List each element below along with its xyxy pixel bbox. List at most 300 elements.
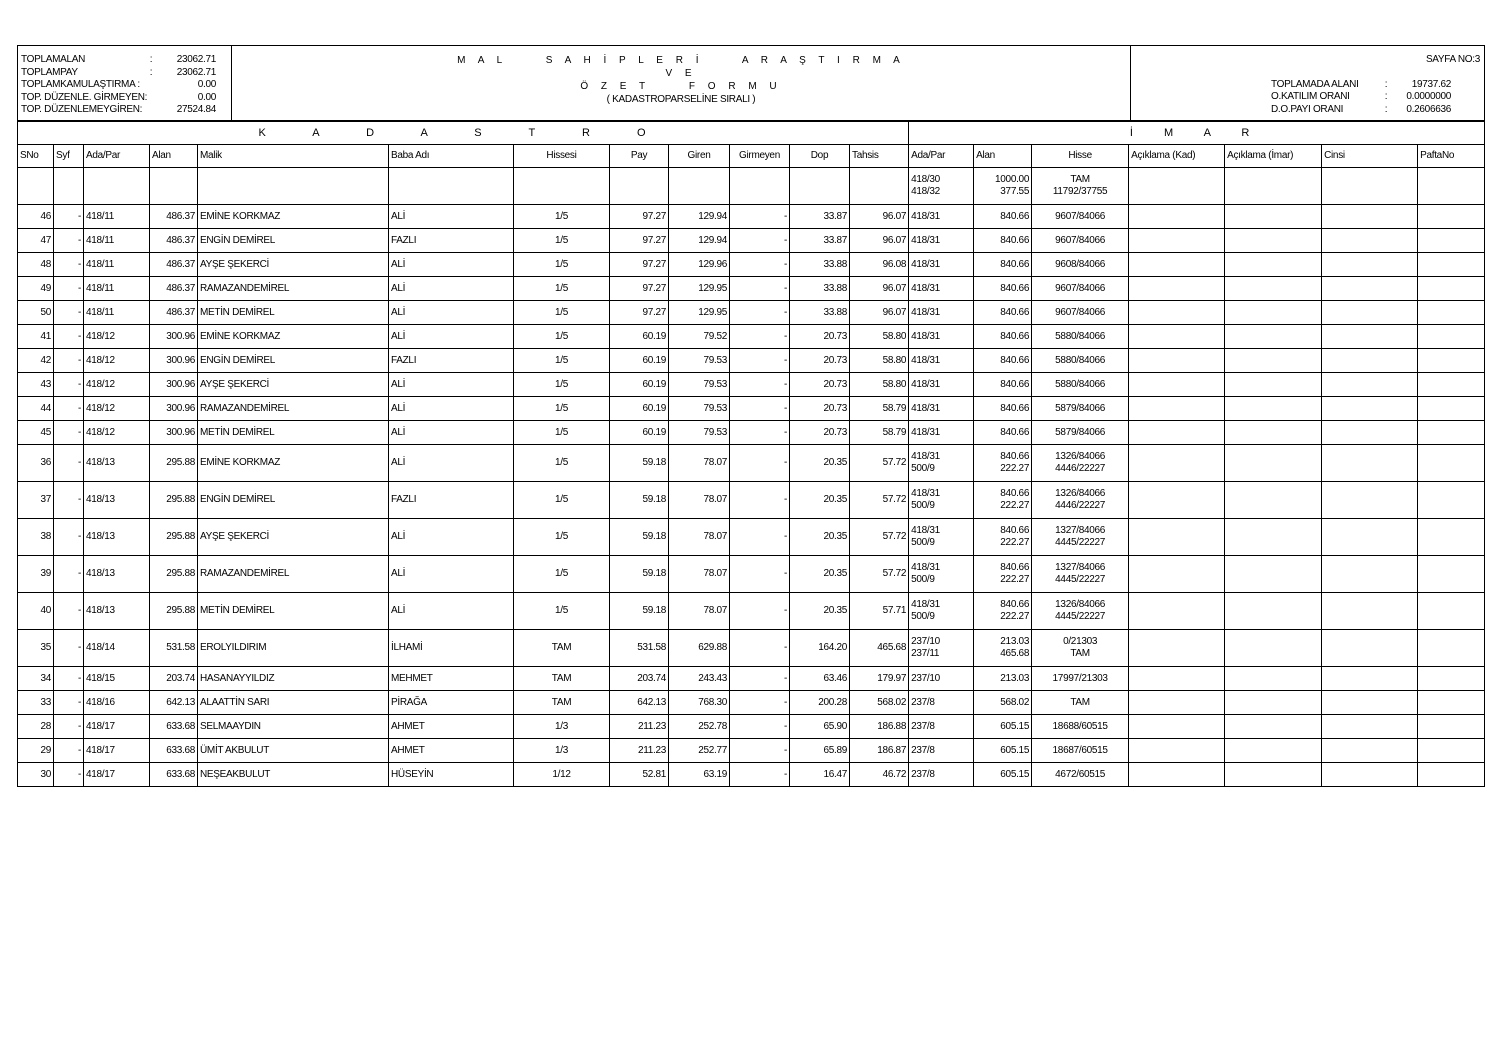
- column-header: Ada/Par: [909, 145, 974, 168]
- alan-cell: 295.88: [150, 482, 198, 519]
- column-header: Hissesi: [514, 145, 610, 168]
- ada-cell: 418/12: [84, 421, 150, 445]
- baba-cell: ALİ: [389, 205, 514, 229]
- hisse-cell: 1/12: [514, 763, 610, 787]
- imar-ada-line: 237/8: [911, 744, 935, 756]
- info-separator: [141, 79, 161, 92]
- imar-alan: [974, 229, 1032, 253]
- section-kadastro-label: K A D A S T R O: [258, 127, 668, 139]
- girmeyen-cell: -: [730, 421, 790, 445]
- empty-cell: [1225, 445, 1322, 482]
- imar-hisse-line: 9608/84066: [1055, 258, 1106, 270]
- imar-hisse: [1032, 482, 1129, 519]
- syf-cell: -: [54, 630, 84, 667]
- hisse-cell: 1/5: [514, 253, 610, 277]
- empty-cell: [1129, 556, 1225, 593]
- info-separator: :: [1384, 103, 1388, 115]
- dop-cell: 33.87: [790, 229, 850, 253]
- imar-hisse-line: 9607/84066: [1055, 210, 1106, 222]
- imar-ada: [909, 630, 974, 667]
- pay-cell: 59.18: [610, 556, 669, 593]
- malik-cell: NEŞEAKBULUT: [198, 763, 389, 787]
- imar-ada-line: 500/9: [911, 611, 935, 622]
- column-header: Ada/Par: [84, 145, 150, 168]
- dop-cell: 20.73: [790, 421, 850, 445]
- giren-cell: 79.53: [669, 373, 730, 397]
- alan-cell: 295.88: [150, 519, 198, 556]
- empty-cell: [1129, 205, 1225, 229]
- info-label: D.O.PAYI ORANI: [1271, 103, 1344, 115]
- tahsis-cell: 58.80: [850, 373, 909, 397]
- giren-cell: 79.53: [669, 349, 730, 373]
- alan-cell: 300.96: [150, 373, 198, 397]
- imar-hisse-line: 0/21303: [1063, 636, 1098, 647]
- imar-alan: [974, 482, 1032, 519]
- imar-ada-line: 418/31: [911, 258, 940, 270]
- empty-cell: [1322, 763, 1418, 787]
- hisse-cell: 1/3: [514, 715, 610, 739]
- girmeyen-cell: -: [730, 301, 790, 325]
- empty-cell: [1322, 691, 1418, 715]
- alan-cell: 486.37: [150, 301, 198, 325]
- girmeyen-cell: -: [730, 325, 790, 349]
- empty-cell: [1418, 325, 1485, 349]
- empty-cell: [1322, 556, 1418, 593]
- form-document: [17, 45, 1484, 787]
- giren-cell: 79.53: [669, 397, 730, 421]
- empty-cell: [1322, 253, 1418, 277]
- empty-cell: [1225, 519, 1322, 556]
- girmeyen-cell: -: [730, 667, 790, 691]
- syf-cell: -: [54, 593, 84, 630]
- info-label: TOPLAMPAY: [21, 66, 78, 78]
- table-row: [18, 691, 1485, 715]
- empty-cell: [1418, 205, 1485, 229]
- imar-ada-line: 500/9: [911, 537, 935, 548]
- imar-alan-line: 840.66: [1000, 451, 1030, 462]
- imar-alan-line: 1000.00: [995, 174, 1030, 185]
- column-header: Hisse: [1032, 145, 1129, 168]
- info-row: [21, 92, 229, 105]
- imar-ada: [909, 325, 974, 349]
- table-row: [18, 421, 1485, 445]
- ada-cell: 418/16: [84, 691, 150, 715]
- imar-hisse-line: 17997/21303: [1052, 672, 1108, 684]
- imar-alan-line: 213.03: [1000, 636, 1030, 647]
- imar-hisse-line: 1326/84066: [1055, 599, 1106, 610]
- girmeyen-cell: -: [730, 593, 790, 630]
- table-row: [18, 349, 1485, 373]
- empty-cell: [1418, 739, 1485, 763]
- dop-cell: 16.47: [790, 763, 850, 787]
- info-row: [21, 79, 229, 92]
- empty-cell: [150, 168, 198, 205]
- empty-cell: [1418, 667, 1485, 691]
- baba-cell: ALİ: [389, 556, 514, 593]
- column-header: Pay: [610, 145, 669, 168]
- imar-ada: [909, 349, 974, 373]
- hisse-cell: 1/5: [514, 277, 610, 301]
- dop-cell: 20.35: [790, 556, 850, 593]
- empty-cell: [1322, 667, 1418, 691]
- imar-ada: [909, 667, 974, 691]
- imar-hisse: [1032, 519, 1129, 556]
- empty-cell: [1418, 301, 1485, 325]
- baba-cell: İLHAMİ: [389, 630, 514, 667]
- empty-cell: [1322, 349, 1418, 373]
- empty-cell: [1322, 715, 1418, 739]
- tahsis-cell: 58.80: [850, 325, 909, 349]
- imar-hisse: [1032, 301, 1129, 325]
- baba-cell: AHMET: [389, 739, 514, 763]
- imar-ada: [909, 691, 974, 715]
- giren-cell: 78.07: [669, 556, 730, 593]
- syf-cell: -: [54, 519, 84, 556]
- imar-alan-line: 840.66: [1000, 426, 1030, 438]
- column-header: Syf: [54, 145, 84, 168]
- tahsis-cell: 465.68: [850, 630, 909, 667]
- title-line-4: ( KADASTROPARSELİNE SIRALI ): [606, 94, 756, 105]
- imar-alan: [974, 763, 1032, 787]
- table-row: [18, 277, 1485, 301]
- giren-cell: 129.96: [669, 253, 730, 277]
- imar-alan: [974, 519, 1032, 556]
- syf-cell: -: [54, 397, 84, 421]
- imar-alan: [974, 301, 1032, 325]
- giren-cell: 79.53: [669, 421, 730, 445]
- empty-cell: [1129, 630, 1225, 667]
- empty-cell: [1225, 763, 1322, 787]
- syf-cell: -: [54, 373, 84, 397]
- imar-ada: [909, 253, 974, 277]
- info-value: 27524.84: [176, 104, 216, 115]
- table-row: [18, 325, 1485, 349]
- pay-cell: 203.74: [610, 667, 669, 691]
- empty-cell: [1129, 691, 1225, 715]
- tahsis-cell: 58.80: [850, 349, 909, 373]
- imar-ada-line: 418/31: [911, 210, 940, 222]
- hisse-cell: 1/5: [514, 519, 610, 556]
- hisse-cell: 1/5: [514, 325, 610, 349]
- girmeyen-cell: -: [730, 630, 790, 667]
- giren-cell: 252.77: [669, 739, 730, 763]
- tahsis-cell: 186.88: [850, 715, 909, 739]
- header-totals: [18, 46, 232, 121]
- empty-cell: [1418, 556, 1485, 593]
- imar-hisse-line: 4446/22227: [1055, 463, 1106, 474]
- hisse-cell: 1/3: [514, 739, 610, 763]
- pay-cell: 211.23: [610, 739, 669, 763]
- alan-cell: 295.88: [150, 556, 198, 593]
- empty-cell: [1225, 482, 1322, 519]
- info-label: TOPLAMKAMULAŞTIRMA :: [21, 79, 140, 90]
- pay-cell: 531.58: [610, 630, 669, 667]
- tahsis-cell: 96.08: [850, 253, 909, 277]
- girmeyen-cell: -: [730, 397, 790, 421]
- giren-cell: 78.07: [669, 482, 730, 519]
- imar-alan: [974, 253, 1032, 277]
- imar-hisse-line: 11792/37755: [1052, 186, 1108, 197]
- hisse-cell: 1/5: [514, 229, 610, 253]
- sno-cell: 41: [18, 325, 54, 349]
- info-label: TOP. DÜZENLE. GİRMEYEN:: [21, 91, 148, 103]
- column-header: Alan: [150, 145, 198, 168]
- info-value: 0.0000000: [1406, 91, 1451, 102]
- imar-alan: [974, 205, 1032, 229]
- imar-ada: [909, 397, 974, 421]
- sno-cell: 33: [18, 691, 54, 715]
- baba-cell: ALİ: [389, 325, 514, 349]
- pay-cell: 60.19: [610, 349, 669, 373]
- pay-cell: 60.19: [610, 325, 669, 349]
- imar-hisse: [1032, 593, 1129, 630]
- empty-cell: [1225, 397, 1322, 421]
- ada-cell: 418/13: [84, 593, 150, 630]
- imar-hisse-line: 18687/60515: [1052, 744, 1108, 756]
- info-row: [21, 54, 229, 67]
- dop-cell: 20.73: [790, 373, 850, 397]
- empty-cell: [1322, 168, 1418, 205]
- syf-cell: -: [54, 205, 84, 229]
- imar-alan: [974, 556, 1032, 593]
- baba-cell: ALİ: [389, 421, 514, 445]
- girmeyen-cell: -: [730, 253, 790, 277]
- imar-alan: [974, 691, 1032, 715]
- baba-cell: MEHMET: [389, 667, 514, 691]
- column-header: PaftaNo: [1418, 145, 1485, 168]
- sno-cell: 36: [18, 445, 54, 482]
- baba-cell: AHMET: [389, 715, 514, 739]
- pay-cell: 97.27: [610, 205, 669, 229]
- table-row: [18, 593, 1485, 630]
- girmeyen-cell: -: [730, 519, 790, 556]
- form-header: [17, 45, 1485, 121]
- syf-cell: -: [54, 763, 84, 787]
- empty-cell: [1418, 482, 1485, 519]
- alan-cell: 486.37: [150, 205, 198, 229]
- dop-cell: 20.35: [790, 482, 850, 519]
- hisse-cell: 1/5: [514, 421, 610, 445]
- imar-alan-line: 840.66: [1000, 402, 1030, 414]
- tahsis-cell: 179.97: [850, 667, 909, 691]
- sno-cell: 48: [18, 253, 54, 277]
- alan-cell: 633.68: [150, 763, 198, 787]
- empty-cell: [1418, 277, 1485, 301]
- empty-cell: [1225, 373, 1322, 397]
- alan-cell: 531.58: [150, 630, 198, 667]
- table-row: [18, 667, 1485, 691]
- empty-cell: [514, 168, 610, 205]
- tahsis-cell: 96.07: [850, 277, 909, 301]
- empty-cell: [1418, 421, 1485, 445]
- ada-cell: 418/17: [84, 739, 150, 763]
- empty-cell: [1322, 519, 1418, 556]
- syf-cell: -: [54, 445, 84, 482]
- empty-cell: [1129, 739, 1225, 763]
- pay-cell: 59.18: [610, 445, 669, 482]
- imar-hisse: [1032, 229, 1129, 253]
- sno-cell: 29: [18, 739, 54, 763]
- imar-ada-line: 418/31: [911, 562, 940, 573]
- empty-cell: [850, 168, 909, 205]
- girmeyen-cell: -: [730, 277, 790, 301]
- girmeyen-cell: -: [730, 229, 790, 253]
- empty-cell: [1225, 301, 1322, 325]
- imar-ada-line: 500/9: [911, 500, 935, 511]
- imar-ada-line: 418/31: [911, 599, 940, 610]
- info-value: 19737.62: [1411, 78, 1451, 90]
- ada-cell: 418/13: [84, 445, 150, 482]
- malik-cell: HASANAYYILDIZ: [198, 667, 389, 691]
- imar-alan-line: 222.27: [1000, 463, 1030, 474]
- baba-cell: ALİ: [389, 519, 514, 556]
- ada-cell: 418/12: [84, 373, 150, 397]
- imar-ada-line: 418/32: [911, 186, 940, 197]
- alan-cell: 633.68: [150, 739, 198, 763]
- empty-cell: [1129, 253, 1225, 277]
- empty-cell: [1418, 445, 1485, 482]
- imar-alan: [974, 445, 1032, 482]
- imar-alan-line: 840.66: [1000, 562, 1030, 573]
- info-separator: [141, 92, 161, 105]
- empty-cell: [1418, 715, 1485, 739]
- imar-ada-line: 500/9: [911, 463, 935, 474]
- imar-alan: [974, 373, 1032, 397]
- imar-ada-line: 237/10: [911, 636, 940, 647]
- info-row: [1271, 79, 1456, 92]
- girmeyen-cell: -: [730, 373, 790, 397]
- column-header: Dop: [790, 145, 850, 168]
- empty-cell: [1225, 691, 1322, 715]
- malik-cell: AYŞE ŞEKERCİ: [198, 519, 389, 556]
- imar-hisse: [1032, 556, 1129, 593]
- baba-cell: ALİ: [389, 253, 514, 277]
- imar-hisse: [1032, 373, 1129, 397]
- alan-cell: 300.96: [150, 349, 198, 373]
- table-row: [18, 253, 1485, 277]
- pay-cell: 97.27: [610, 277, 669, 301]
- info-separator: :: [1384, 78, 1388, 90]
- ada-cell: 418/12: [84, 397, 150, 421]
- header-ratios: [1131, 46, 1485, 121]
- imar-hisse: [1032, 667, 1129, 691]
- imar-alan: [974, 277, 1032, 301]
- column-header: Açıklama (Kad): [1129, 145, 1225, 168]
- info-separator: :: [149, 66, 153, 78]
- column-header: Tahsis: [850, 145, 909, 168]
- imar-alan-line: 605.15: [1000, 768, 1030, 780]
- imar-alan-line: 840.66: [1000, 378, 1030, 390]
- imar-hisse-line: 9607/84066: [1055, 234, 1106, 246]
- imar-hisse-line: 18688/60515: [1052, 720, 1108, 732]
- column-header: Malik: [198, 145, 389, 168]
- alan-cell: 642.13: [150, 691, 198, 715]
- sno-cell: 37: [18, 482, 54, 519]
- main-table: [17, 121, 1485, 787]
- imar-hisse: [1032, 715, 1129, 739]
- ada-cell: 418/17: [84, 715, 150, 739]
- syf-cell: -: [54, 691, 84, 715]
- imar-ada: [909, 763, 974, 787]
- imar-hisse: [1032, 325, 1129, 349]
- baba-cell: ALİ: [389, 373, 514, 397]
- imar-hisse: [1032, 168, 1129, 205]
- baba-cell: ALİ: [389, 277, 514, 301]
- imar-ada-line: 237/11: [911, 648, 940, 659]
- giren-cell: 243.43: [669, 667, 730, 691]
- malik-cell: METİN DEMİREL: [198, 421, 389, 445]
- empty-cell: [1418, 253, 1485, 277]
- alan-cell: 486.37: [150, 253, 198, 277]
- imar-alan-line: 465.68: [1000, 648, 1030, 659]
- empty-cell: [1418, 168, 1485, 205]
- imar-alan: [974, 593, 1032, 630]
- section-imar: [909, 122, 1485, 145]
- malik-cell: METİN DEMİREL: [198, 301, 389, 325]
- pay-cell: 59.18: [610, 593, 669, 630]
- empty-cell: [1418, 373, 1485, 397]
- malik-cell: ÜMİT AKBULUT: [198, 739, 389, 763]
- imar-hisse-line: 1327/84066: [1055, 562, 1106, 573]
- imar-hisse-line: 1326/84066: [1055, 488, 1106, 499]
- title-line-2: V E: [665, 68, 697, 79]
- syf-cell: -: [54, 349, 84, 373]
- imar-hisse: [1032, 397, 1129, 421]
- hisse-cell: 1/5: [514, 349, 610, 373]
- malik-cell: EMİNE KORKMAZ: [198, 205, 389, 229]
- imar-ada-line: 237/8: [911, 720, 935, 732]
- alan-cell: 295.88: [150, 593, 198, 630]
- pay-cell: 642.13: [610, 691, 669, 715]
- imar-hisse: [1032, 253, 1129, 277]
- page-number: SAYFA NO:3: [1425, 54, 1480, 65]
- imar-ada-line: 237/10: [911, 672, 940, 684]
- empty-cell: [730, 168, 790, 205]
- empty-cell: [1129, 445, 1225, 482]
- imar-ada: [909, 556, 974, 593]
- empty-cell: [1129, 763, 1225, 787]
- imar-hisse-line: 4672/60515: [1055, 768, 1106, 780]
- empty-cell: [198, 168, 389, 205]
- imar-ada-line: 418/31: [911, 306, 940, 318]
- girmeyen-cell: -: [730, 445, 790, 482]
- malik-cell: RAMAZANDEMİREL: [198, 397, 389, 421]
- sno-cell: 45: [18, 421, 54, 445]
- info-row: [1271, 104, 1456, 117]
- tahsis-cell: 186.87: [850, 739, 909, 763]
- column-header: Cinsi: [1322, 145, 1418, 168]
- imar-alan-line: 840.66: [1000, 210, 1030, 222]
- imar-ada: [909, 421, 974, 445]
- empty-cell: [389, 168, 514, 205]
- info-row: [1271, 91, 1456, 104]
- empty-cell: [1129, 301, 1225, 325]
- imar-ada-line: 418/31: [911, 354, 940, 366]
- alan-cell: 300.96: [150, 325, 198, 349]
- empty-cell: [1225, 739, 1322, 763]
- imar-ada-line: 418/31: [911, 330, 940, 342]
- alan-cell: 300.96: [150, 421, 198, 445]
- imar-hisse-line: 5880/84066: [1055, 330, 1106, 342]
- syf-cell: -: [54, 421, 84, 445]
- baba-cell: FAZLI: [389, 482, 514, 519]
- imar-ada-line: 418/31: [911, 426, 940, 438]
- info-row: [21, 104, 229, 117]
- imar-ada-line: 237/8: [911, 696, 935, 708]
- hisse-cell: 1/5: [514, 593, 610, 630]
- ada-cell: 418/11: [84, 253, 150, 277]
- column-header: Açıklama (İmar): [1225, 145, 1322, 168]
